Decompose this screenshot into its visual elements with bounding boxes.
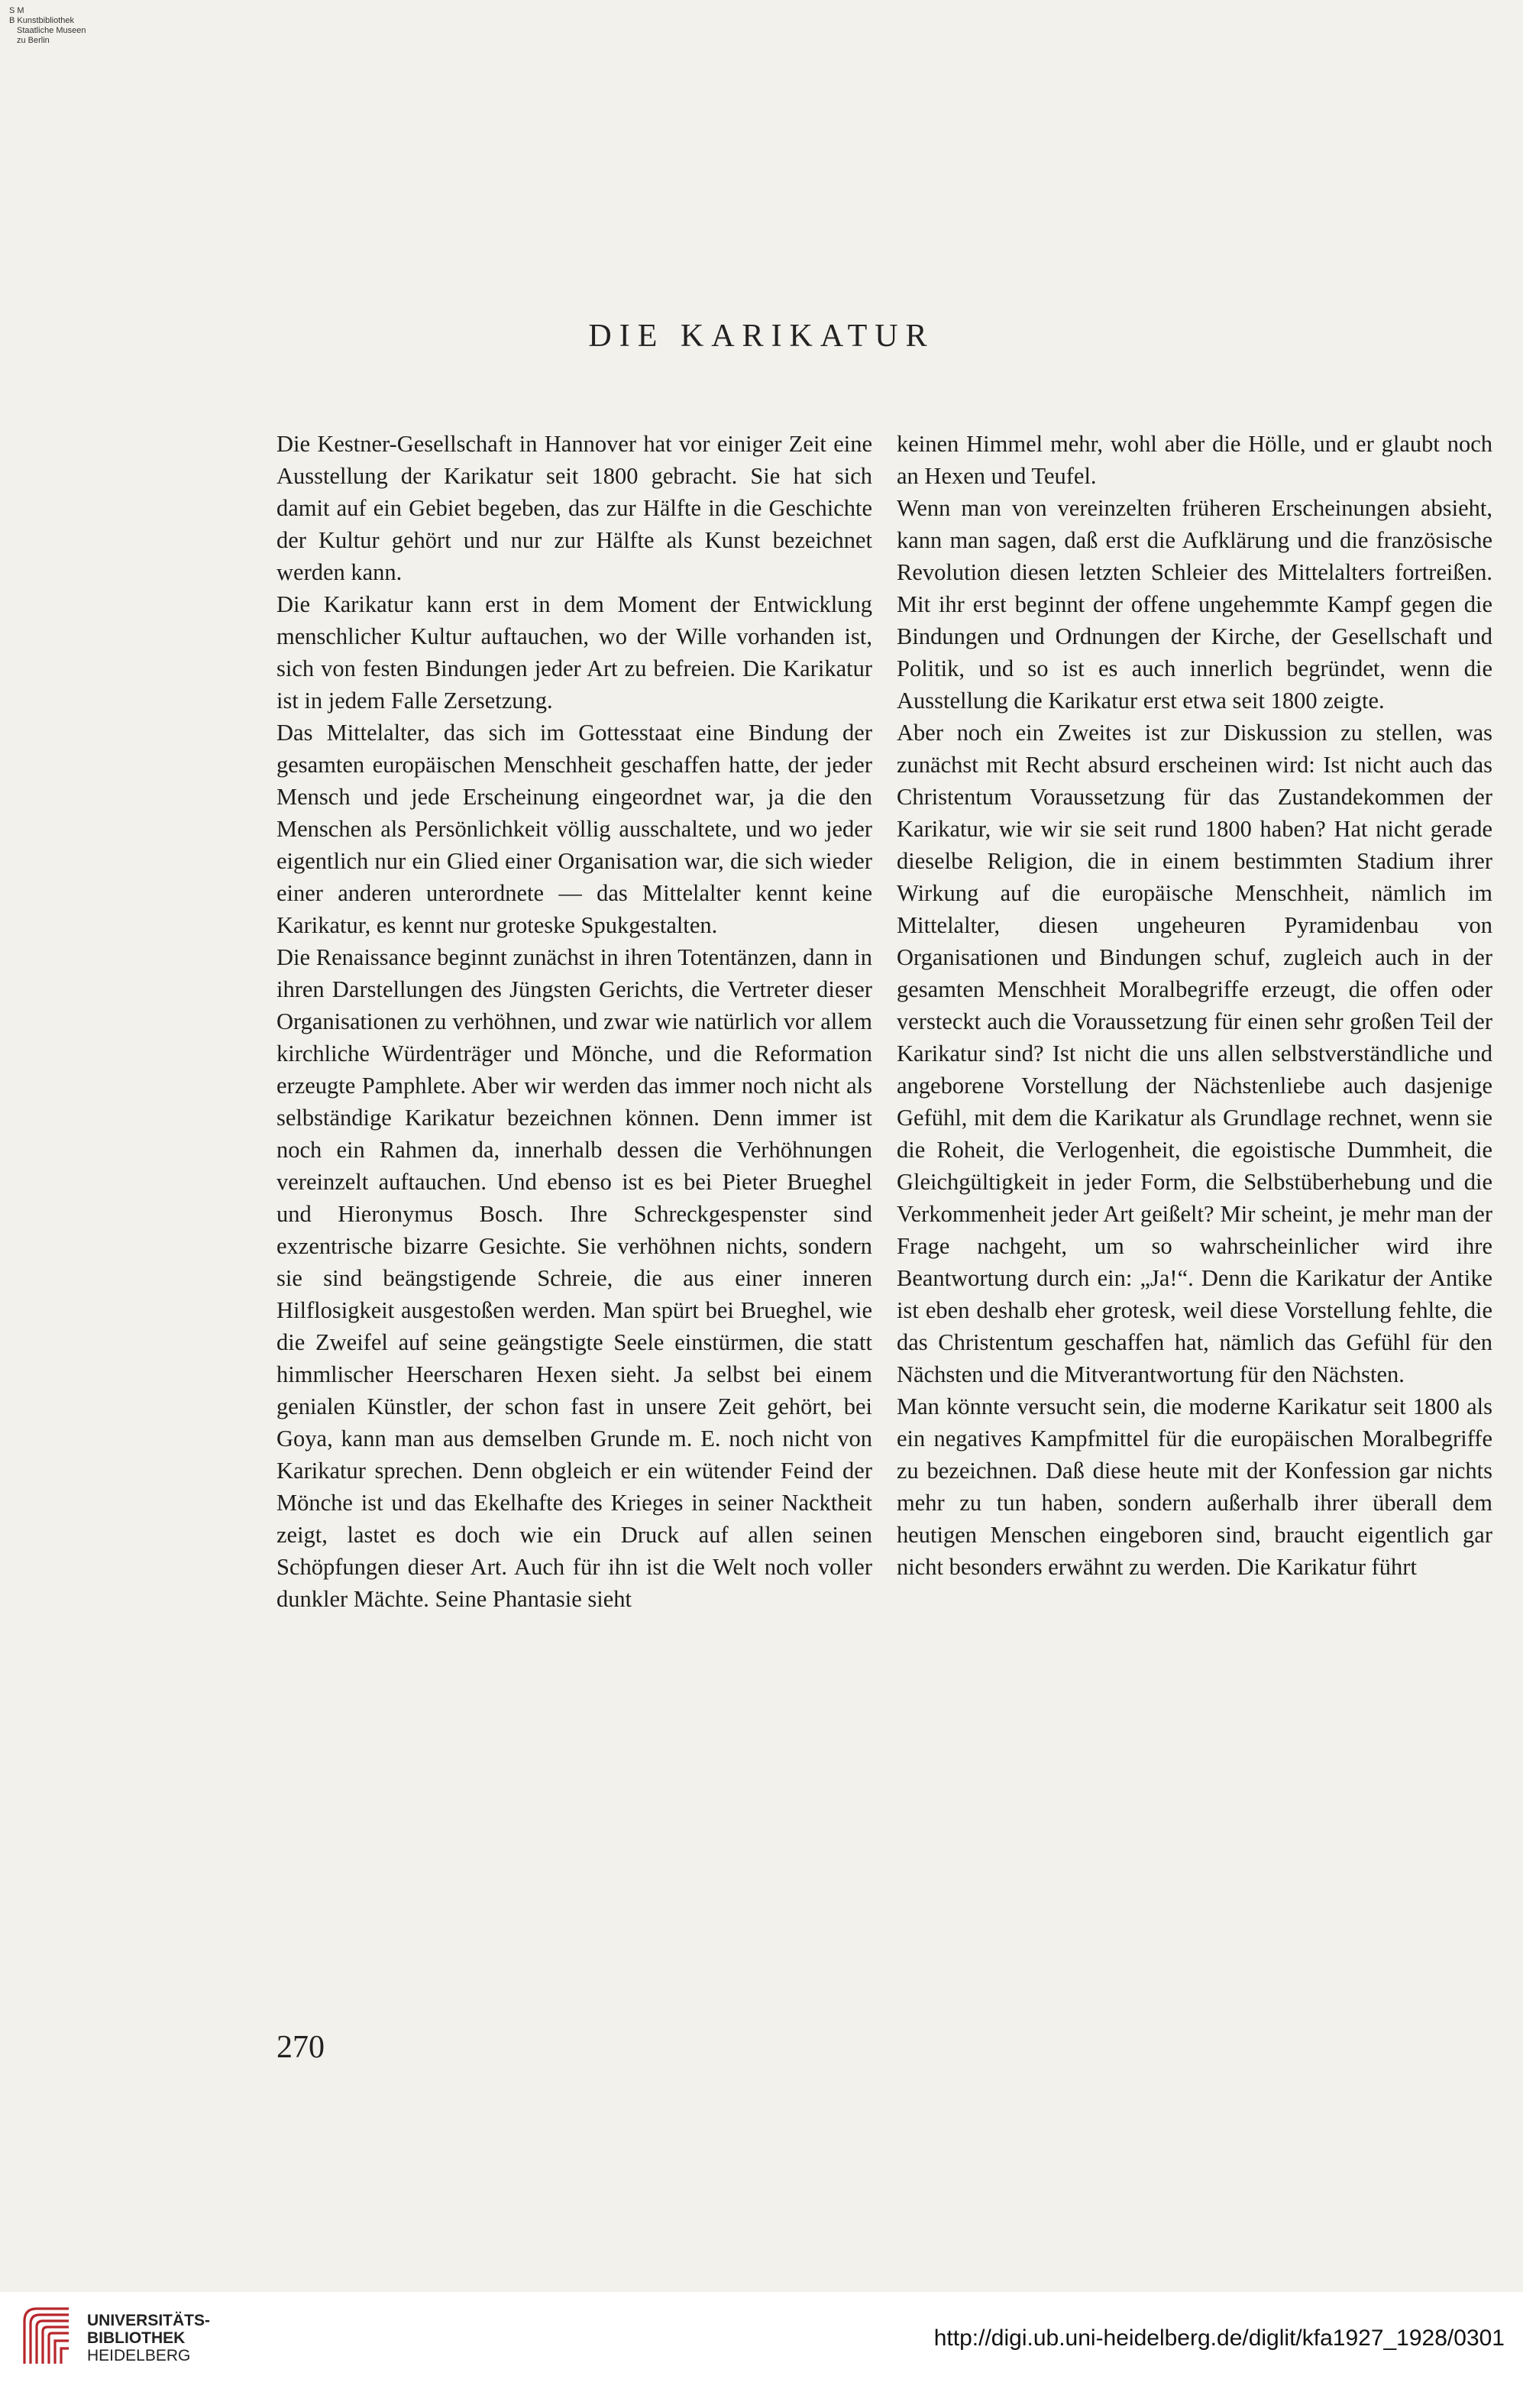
left-column xyxy=(276,428,872,1615)
paragraph: Die Kestner-Gesellschaft in Hannover hat vor einiger Zeit eine Ausstellung der Karikatur seit 1800 gebracht. Sie hat sich damit auf ein Gebiet begeben, das zur Hälfte in die Geschichte der Kultur gehört und nur zur Hälfte als Kunst bezeichnet werden kann. xyxy=(276,431,872,585)
library-name-line: HEIDELBERG xyxy=(87,2347,191,2364)
library-name xyxy=(87,2312,210,2364)
footer-bar xyxy=(0,2292,1523,2408)
paragraph: Wenn man von vereinzelten früheren Erscheinungen absieht, kann man sagen, daß erst die Aufklärung und die französische Revolution diesen letzten Schleier des Mittelalters fortreißen. Mit ihr erst beginnt der offene ungehemmte Kampf gegen die Bindungen und Ordnungen der Kirche, der Gesellschaft und Politik, und so ist es auch innerlich begründet, wenn die Ausstellung die Karikatur erst etwa seit 1800 zeigte. xyxy=(897,495,1492,714)
stamp-line: zu Berlin xyxy=(17,36,50,45)
source-url-link[interactable]: http://digi.ub.uni-heidelberg.de/diglit/kfa1927_1928/0301 xyxy=(933,2325,1505,2351)
heidelberg-library-logo-icon[interactable] xyxy=(18,2304,75,2368)
library-stamp xyxy=(9,6,86,46)
article-title: DIE KARIKATUR xyxy=(588,319,935,354)
paragraph: Man könnte versucht sein, die moderne Karikatur seit 1800 als ein negatives Kampfmittel für die europäischen Moralbegriffe zu bezeichnen. Daß diese heute mit der Konfession gar nichts mehr zu tun haben, sondern außerhalb ihrer überall dem heutigen Menschen eingeboren sind, braucht eigentlich gar nicht besonders erwähnt zu werden. Die Karikatur führt xyxy=(897,1393,1492,1580)
library-name-line: BIBLIOTHEK xyxy=(87,2329,186,2347)
paragraph: Das Mittelalter, das sich im Gottesstaat eine Bindung der gesamten europäischen Menschheit geschaffen hatte, der jeder Mensch und jede Erscheinung eingeordnet war, ja die den Menschen als Persönlichkeit völlig ausschaltete, und wo jeder eigentlich nur ein Glied einer Organisation war, die sich wieder einer anderen unterordnete — das Mittelalter kennt keine Karikatur, es kennt nur groteske Spukgestalten. xyxy=(276,720,872,938)
right-column xyxy=(897,428,1492,1583)
stamp-line: Staatliche Museen xyxy=(17,26,86,35)
stamp-line: B Kunstbibliothek xyxy=(9,16,74,25)
paragraph: Aber noch ein Zweites ist zur Diskussion zu stellen, was zunächst mit Recht absurd erscheinen wird: Ist nicht auch das Christentum Voraussetzung für das Zustandekommen der Karikatur, wie wir sie seit rund 1800 haben? Hat nicht gerade dieselbe Religion, die in einem bestimmten Stadium ihrer Wirkung auf die europäische Menschheit, nämlich im Mittelalter, diesen ungeheuren Pyramidenbau von Organisationen und Bindungen schuf, zugleich auch in der gesamten Menschheit Moralbegriffe erzeugt, die offen oder versteckt auch die Voraussetzung für einen sehr großen Teil der Karikatur sind? Ist nicht die uns allen selbstverständliche und angeborene Vorstellung der Nächstenliebe auch dasjenige Gefühl, mit dem die Karikatur als Grundlage rechnet, wenn sie die Roheit, die Verlogenheit, die egoistische Dummheit, die Gleichgültigkeit in jeder Form, die Selbstüberhebung und die Verkommenheit jeder Art geißelt? Mir scheint, je mehr man der Frage nachgeht, um so wahrscheinlicher wird ihre Beantwortung durch ein: „Ja!“. Denn die Karikatur der Antike ist eben deshalb eher grotesk, weil diese Vorstellung fehlte, die das Christentum geschaffen hat, nämlich das Gefühl für den Nächsten und die Mitverantwortung für den Nächsten. xyxy=(897,720,1492,1387)
paragraph: Die Karikatur kann erst in dem Moment der Entwicklung menschlicher Kultur auftauchen, wo der Wille vorhanden ist, sich von festen Bindungen jeder Art zu befreien. Die Karikatur ist in jedem Falle Zersetzung. xyxy=(276,591,872,714)
page-number: 270 xyxy=(276,2030,325,2065)
paragraph: Die Renaissance beginnt zunächst in ihren Totentänzen, dann in ihren Darstellungen des Jüngsten Gerichts, die Vertreter dieser Organisationen zu verhöhnen, und zwar wie natürlich vor allem kirchliche Würdenträger und Mönche, und die Reformation erzeugte Pamphlete. Aber wir werden das immer noch nicht als selbständige Karikatur bezeichnen können. Denn immer ist noch ein Rahmen da, innerhalb dessen die Verhöhnungen vereinzelt auftauchen. Und ebenso ist es bei Pieter Brueghel und Hieronymus Bosch. Ihre Schreckgespenster sind exzentrische bizarre Gesichte. Sie verhöhnen nichts, sondern sie sind beängstigende Schreie, die aus einer inneren Hilflosigkeit ausgestoßen werden. Man spürt bei Brueghel, wie die Zweifel auf seine geängstigte Seele einstürmen, die statt himmlischer Heerscharen Hexen sieht. Ja selbst bei einem genialen Künstler, der schon fast in unsere Zeit gehört, bei Goya, kann man aus demselben Grunde m. E. noch nicht von Karikatur sprechen. Denn obgleich er ein wütender Feind der Mönche ist und das Ekelhafte des Krieges in seiner Nacktheit zeigt, lastet es doch wie ein Druck auf allen seinen Schöpfungen dieser Art. Auch für ihn ist die Welt noch voller dunkler Mächte. Seine Phantasie sieht xyxy=(276,944,872,1612)
paragraph: keinen Himmel mehr, wohl aber die Hölle, und er glaubt noch an Hexen und Teufel. xyxy=(897,431,1492,489)
library-name-line: UNIVERSITÄTS- xyxy=(87,2312,211,2329)
stamp-line: S M xyxy=(9,6,24,15)
